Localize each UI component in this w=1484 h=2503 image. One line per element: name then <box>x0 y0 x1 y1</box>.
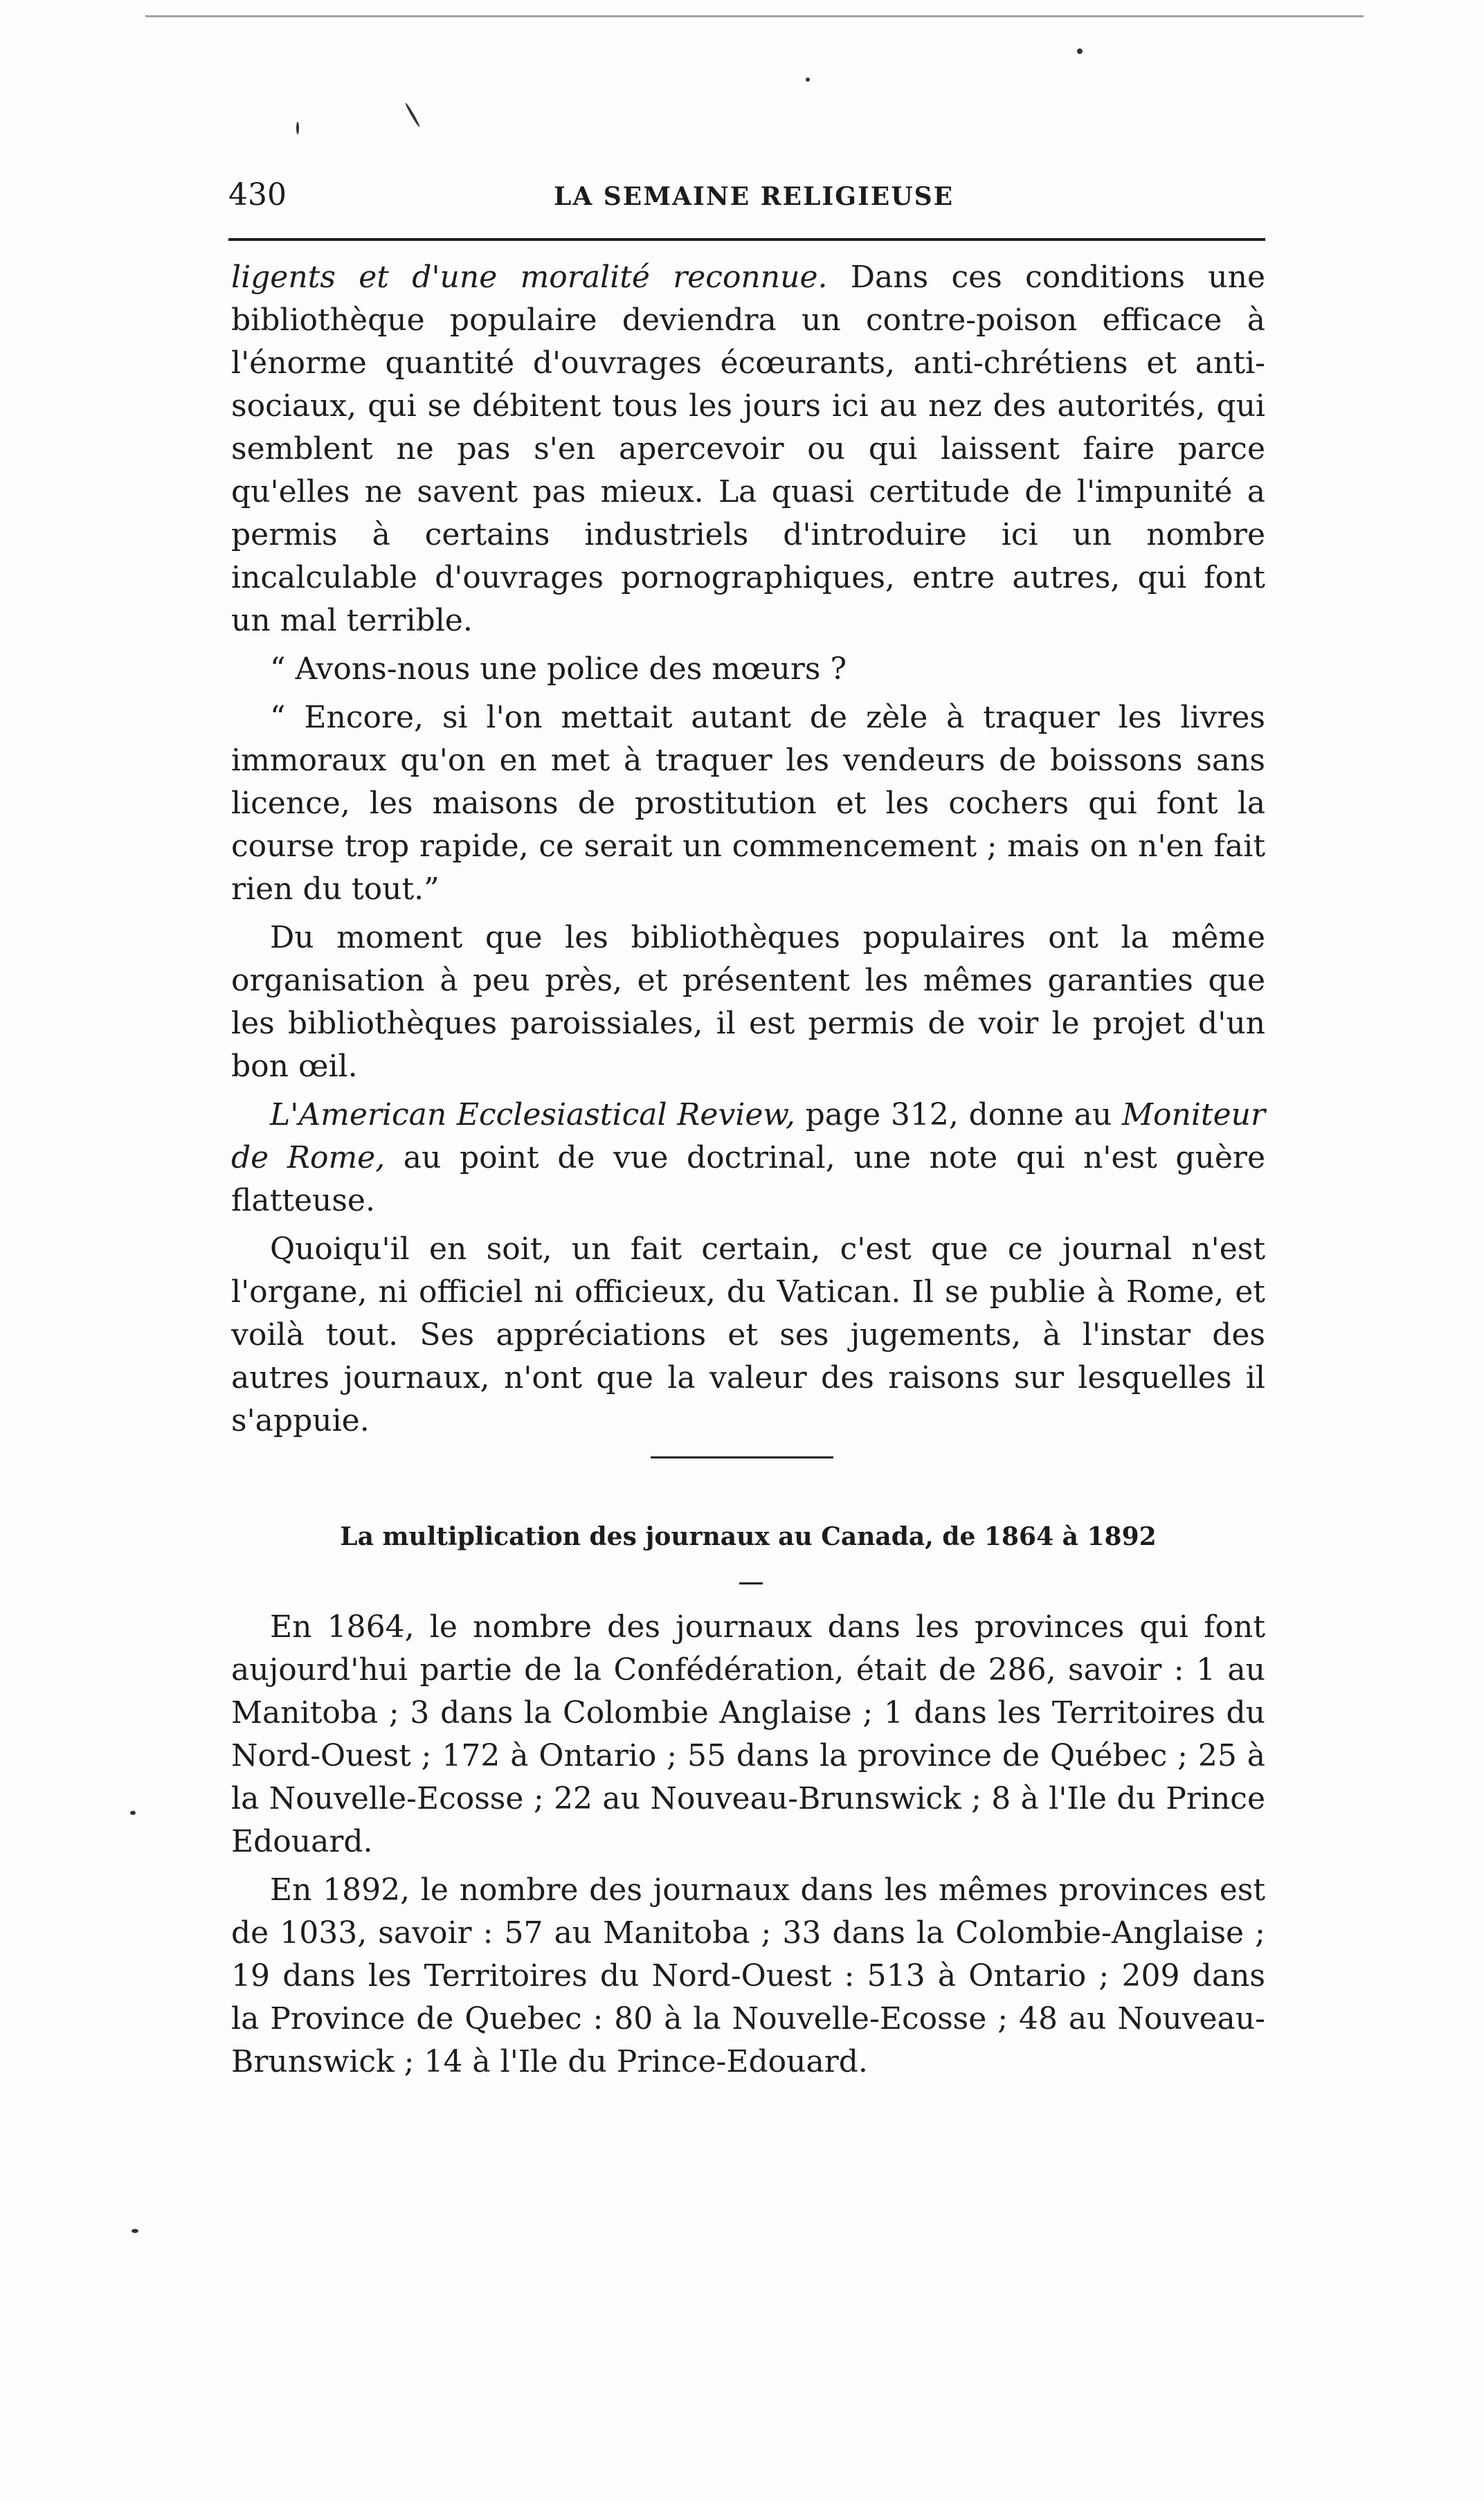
paragraph: “ Encore, si l'on mettait autant de zèle à traquer les livres immoraux qu'on en met à traquer les vendeurs de boissons sans licence, les maisons de prostitution et les cochers qui font la course trop rapide, ce serait un commencement ; mais on n'en fait rien du tout.” <box>231 700 1265 907</box>
header-rule <box>228 238 1265 241</box>
running-title: LA SEMAINE RELIGIEUSE <box>554 182 954 211</box>
paragraph: “ Avons-nous une police des mœurs ? <box>270 651 847 687</box>
body-text <box>231 256 1265 1448</box>
italic-title: Moniteur de Rome, <box>231 1097 1266 1175</box>
paragraph-text: page 312, donne au <box>795 1097 1122 1132</box>
paragraph: En 1864, le nombre des journaux dans les provinces qui font aujourd'hui partie de la Confédération, était de 286, savoir : 1 au Manitoba ; 3 dans la Colombie Anglaise ; 1 dans les Territoires du Nord-Ouest ; 172 à Ontario ; 55 dans la province de Québec ; 25 à la Nouvelle-Ecosse ; 22 au Nouveau-Brunswick ; 8 à l'Ile du Prince Edouard. <box>231 1609 1265 1859</box>
paragraph-text: au point de vue doctrinal, une note qui n'est guère flatteuse. <box>231 1140 1265 1218</box>
section-body <box>231 1606 1265 2089</box>
page-number: 430 <box>228 177 287 213</box>
scan-speck <box>132 2229 138 2233</box>
paragraph: Du moment que les bibliothèques populaires ont la même organisation à peu près, et présentent les mêmes garanties que les bibliothèques paroissiales, il est permis de voir le projet d'un bon œil. <box>231 920 1265 1084</box>
paragraph: En 1892, le nombre des journaux dans les mêmes provinces est de 1033, savoir : 57 au Manitoba ; 33 dans la Colombie-Anglaise ; 19 dans les Territoires du Nord-Ouest : 513 à Ontario ; 209 dans la Province de Quebec : 80 à la Nouvelle-Ecosse ; 48 au Nouveau-Brunswick ; 14 à l'Ile du Prince-Edouard. <box>231 1872 1265 2079</box>
scan-speck <box>1077 48 1083 54</box>
heading-dash <box>739 1582 763 1584</box>
scan-speck <box>130 1811 136 1815</box>
paragraph: Quoiqu'il en soit, un fait certain, c'est que ce journal n'est l'organe, ni officiel ni officieux, du Vatican. Il se publie à Rome, et voilà tout. Ses appréciations et ses jugements, à l'instar des autres journaux, n'ont que la valeur des raisons sur lesquelles il s'appuie. <box>231 1231 1265 1438</box>
italic-title: L'American Ecclesiastical Review, <box>270 1097 795 1132</box>
paragraph <box>231 1094 1265 1222</box>
section-heading: La multiplication des journaux au Canada, de 1864 à 1892 <box>340 1522 1157 1551</box>
scan-speck <box>296 122 299 134</box>
paragraph-text: Dans ces conditions une bibliothèque populaire deviendra un contre-poison efficace à l'énorme quantité d'ouvrages écœurants, anti-chrétiens et anti-sociaux, qui se débitent tous les jours ici au nez des autorités, qui semblent ne pas s'en apercevoir ou qui laissent faire parce qu'elles ne savent pas mieux. La quasi certitude de l'impunité a permis à certains industriels d'introduire ici un nombre incalculable d'ouvrages pornographiques, entre autres, qui font un mal terrible. <box>231 260 1265 638</box>
scan-speck <box>404 102 420 128</box>
scan-speck <box>806 78 810 82</box>
section-divider <box>651 1456 833 1458</box>
running-head <box>228 174 1267 216</box>
scan-edge-line <box>145 15 1364 17</box>
paragraph <box>231 256 1265 642</box>
italic-lead: ligents et d'une moralité reconnue. <box>231 260 828 295</box>
